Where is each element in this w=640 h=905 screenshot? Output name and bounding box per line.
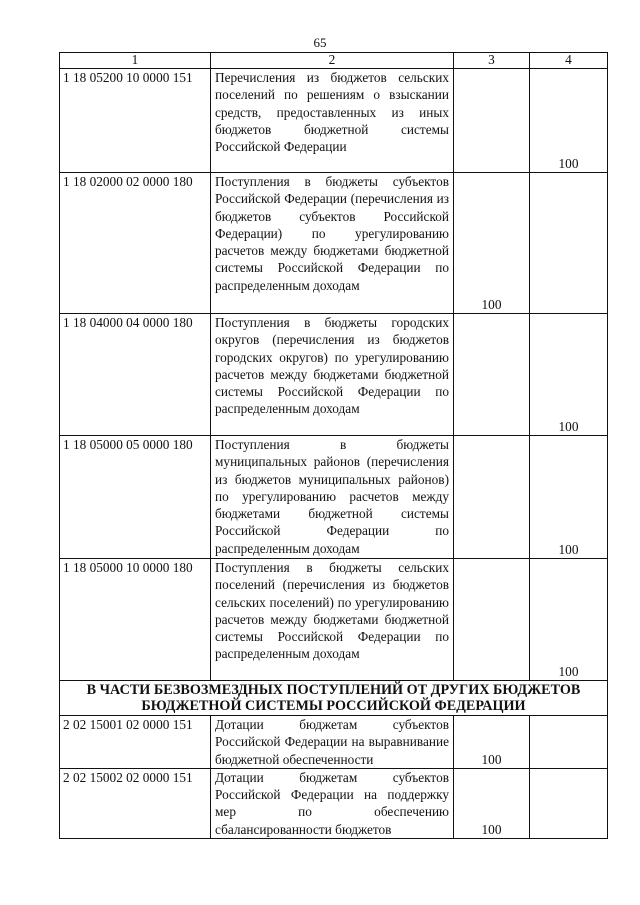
- budget-code: 1 18 05200 10 0000 151: [60, 69, 211, 173]
- col3-value: [454, 69, 530, 173]
- table-row: [60, 173, 608, 314]
- col3-value: [454, 559, 530, 681]
- budget-description: Поступления в бюджеты субъектов Российской Федерации (перечисления из бюджетов субъектов Российской Федерации) по урегулированию расчетов между бюджетами бюджетной системы Российской Федерации по распределенным доходам: [211, 173, 454, 314]
- budget-code: 1 18 04000 04 0000 180: [60, 314, 211, 436]
- section-heading: В ЧАСТИ БЕЗВОЗМЕЗДНЫХ ПОСТУПЛЕНИЙ ОТ ДРУГИХ БЮДЖЕТОВ БЮДЖЕТНОЙ СИСТЕМЫ РОССИЙСКОЙ ФЕДЕРАЦИИ: [60, 681, 608, 716]
- table-row: [60, 559, 608, 681]
- table-row: [60, 314, 608, 436]
- col4-value: [530, 768, 608, 838]
- col3-value: 100: [454, 768, 530, 838]
- column-header-2: 2: [211, 53, 454, 69]
- col3-value: 100: [454, 716, 530, 769]
- budget-code: 2 02 15001 02 0000 151: [60, 716, 211, 769]
- col4-value: 100: [530, 559, 608, 681]
- column-header-3: 3: [454, 53, 530, 69]
- page-number: 65: [313, 35, 327, 50]
- table-row: [60, 436, 608, 559]
- budget-code: 1 18 05000 05 0000 180: [60, 436, 211, 559]
- column-header-4: 4: [530, 53, 608, 69]
- table-row: [60, 716, 608, 769]
- budget-description: Поступления в бюджеты городских округов (перечисления из бюджетов городских округов) по урегулированию расчетов между бюджетами бюджетной системы Российской Федерации по распределенным доходам: [211, 314, 454, 436]
- budget-code: 1 18 02000 02 0000 180: [60, 173, 211, 314]
- col3-value: 100: [454, 173, 530, 314]
- section-heading-row: [60, 681, 608, 716]
- col3-value: [454, 436, 530, 559]
- budget-code: 2 02 15002 02 0000 151: [60, 768, 211, 838]
- table-header-row: [60, 53, 608, 69]
- budget-code: 1 18 05000 10 0000 180: [60, 559, 211, 681]
- col4-value: [530, 173, 608, 314]
- column-header-1: 1: [60, 53, 211, 69]
- budget-description: Поступления в бюджеты муниципальных районов (перечисления из бюджетов муниципальных районов) по урегулированию расчетов между бюджетами бюджетной системы Российской Федерации по распределенным доходам: [211, 436, 454, 559]
- col3-value: [454, 314, 530, 436]
- budget-description: Дотации бюджетам субъектов Российской Федерации на выравнивание бюджетной обеспеченности: [211, 716, 454, 769]
- table-row: [60, 768, 608, 838]
- col4-value: [530, 716, 608, 769]
- budget-description: Поступления в бюджеты сельских поселений (перечисления из бюджетов сельских поселений) по урегулированию расчетов между бюджетами бюджетной системы Российской Федерации по распределенным доходам: [211, 559, 454, 681]
- budget-description: Дотации бюджетам субъектов Российской Федерации на поддержку мер по обеспечению сбалансированности бюджетов: [211, 768, 454, 838]
- budget-description: Перечисления из бюджетов сельских поселений по решениям о взыскании средств, предоставленных из иных бюджетов бюджетной системы Российской Федерации: [211, 69, 454, 173]
- col4-value: 100: [530, 69, 608, 173]
- revenue-table: [59, 52, 608, 839]
- table-row: [60, 69, 608, 173]
- col4-value: 100: [530, 314, 608, 436]
- col4-value: 100: [530, 436, 608, 559]
